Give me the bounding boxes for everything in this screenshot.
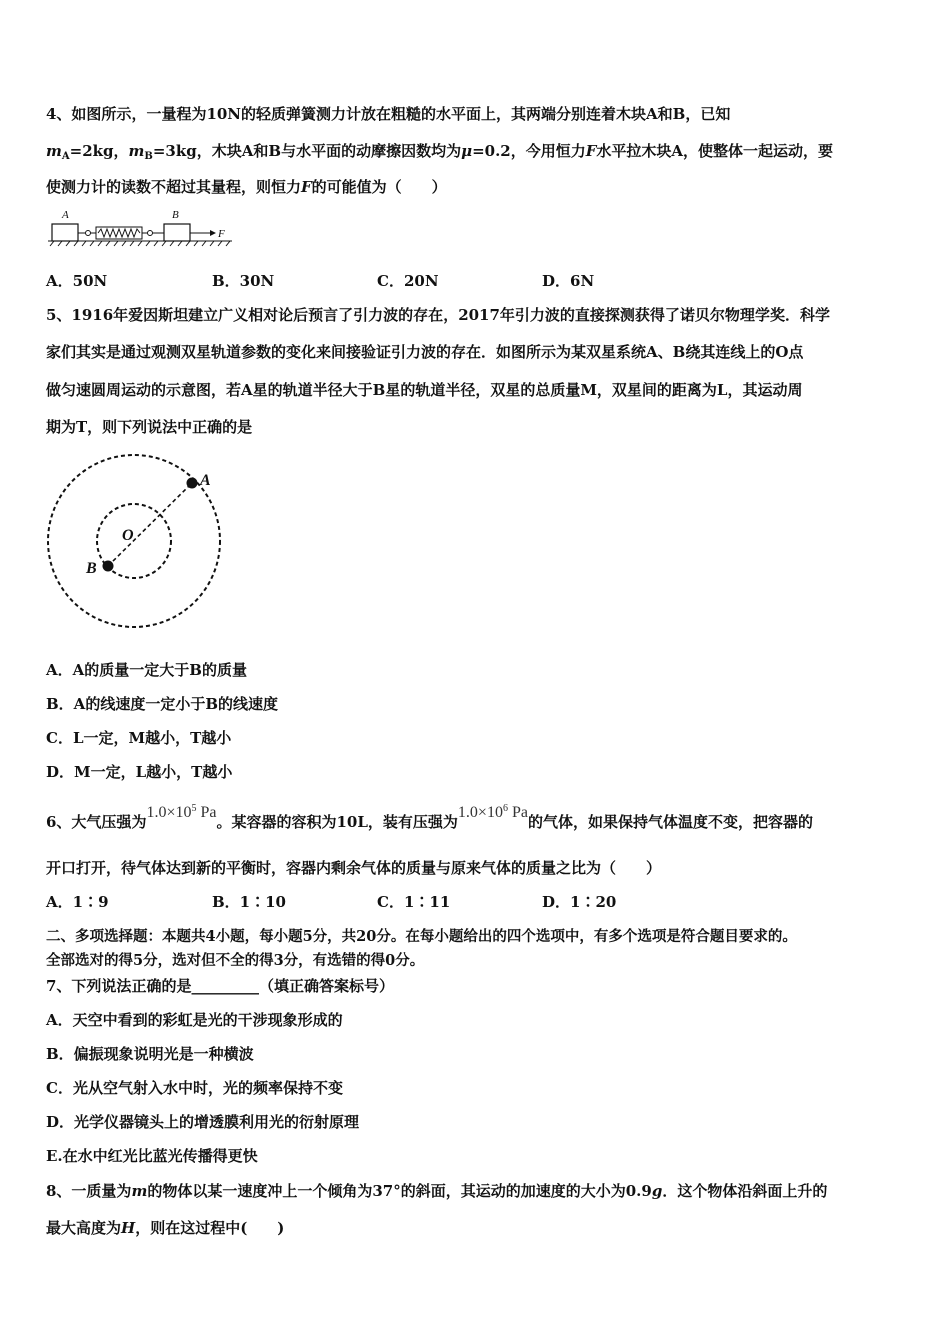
q4-option-b: B．30N bbox=[212, 272, 275, 290]
q5-star-A bbox=[187, 478, 198, 489]
q8-line-1 bbox=[46, 1181, 827, 1201]
q5-option-a: A．A的质量一定大于B的质量 bbox=[46, 661, 247, 679]
section2-header-line-1: 二、多项选择题：本题共4小题，每小题5分，共20分。在每小题给出的四个选项中，有多个选项是符合题目要求的。 bbox=[46, 928, 797, 945]
q4-force-arrow bbox=[190, 230, 216, 236]
q7-option-a: A．天空中看到的彩虹是光的干涉现象形成的 bbox=[46, 1011, 343, 1029]
q6-option-b: B．1∶10 bbox=[212, 893, 286, 911]
q4-mb-symbol: m bbox=[128, 142, 145, 160]
q4-line2-text-b: =3kg，木块A和B与水平面的动摩擦因数均为 bbox=[152, 142, 462, 160]
q4-line-3 bbox=[46, 177, 447, 197]
q5-line-4: 期为T，则下列说法中正确的是 bbox=[46, 418, 253, 436]
q4-ground bbox=[48, 241, 232, 246]
q6-option-a: A．1∶9 bbox=[46, 893, 109, 911]
q4-spring-figure bbox=[44, 203, 240, 247]
q5-line-1: 5、1916年爱因斯坦建立广义相对论后预言了引力波的存在，2017年引力波的直接探测获得了诺贝尔物理学奖．科学 bbox=[46, 306, 830, 324]
q6-pressure-1 bbox=[146, 804, 216, 821]
q6-p1-exponent: 5 bbox=[191, 803, 197, 814]
q6-option-c: C．1∶11 bbox=[377, 893, 451, 911]
q6-p2-unit: Pa bbox=[511, 804, 528, 821]
q5-line-3: 做匀速圆周运动的示意图，若A星的轨道半径大于B星的轨道半径，双星的总质量M，双星间的距离为L，其运动周 bbox=[46, 381, 803, 399]
q5-line-2: 家们其实是通过观测双星轨道参数的变化来间接验证引力波的存在．如图所示为某双星系统A、B绕其连线上的O点 bbox=[46, 343, 804, 361]
q6-line1-text-b: 。某容器的容积为10L，装有压强为 bbox=[216, 813, 458, 831]
q4-option-d: D．6N bbox=[542, 272, 595, 290]
q8-line-2 bbox=[46, 1218, 284, 1238]
q7-option-c: C．光从空气射入水中时，光的频率保持不变 bbox=[46, 1079, 343, 1097]
q4-line2-text-c: =0.2，今用恒力 bbox=[472, 142, 586, 160]
q4-mu-symbol: μ bbox=[461, 142, 473, 160]
q8-H-symbol: H bbox=[121, 1219, 136, 1237]
q5-fig-label-A: A bbox=[200, 472, 211, 489]
q4-line3-text-a: 使测力计的读数不超过其量程，则恒力 bbox=[46, 178, 302, 196]
q6-line-1 bbox=[46, 803, 813, 833]
q4-ma-symbol: m bbox=[46, 142, 62, 160]
q4-block-A bbox=[52, 224, 78, 241]
q5-star-B bbox=[103, 561, 114, 572]
q4-ma-subscript: A bbox=[61, 151, 70, 162]
q4-line3-text-b: 的可能值为（ ） bbox=[311, 178, 447, 196]
q6-p2-base: 1.0×10 bbox=[457, 804, 503, 821]
q4-F-symbol: F bbox=[585, 142, 597, 160]
q4-block-B bbox=[164, 224, 190, 241]
q5-option-d: D．M一定，L越小，T越小 bbox=[46, 763, 233, 781]
q6-pressure-2 bbox=[458, 804, 528, 821]
q4-spring-scale bbox=[78, 227, 164, 239]
q5-binary-star-figure bbox=[40, 448, 230, 634]
q8-line1-text-b: 的物体以某一速度冲上一个倾角为37°的斜面，其运动的加速度的大小为0.9 bbox=[147, 1182, 652, 1200]
q8-line1-text-a: 8、一质量为 bbox=[46, 1182, 132, 1200]
section2-header-line-2: 全部选对的得5分，选对但不全的得3分，有选错的得0分。 bbox=[46, 952, 425, 969]
q8-m-symbol: m bbox=[131, 1182, 148, 1200]
q5-fig-label-O: O bbox=[122, 527, 134, 544]
q6-option-d: D．1∶20 bbox=[542, 893, 617, 911]
q8-line2-text-b: ，则在这过程中( ) bbox=[135, 1219, 285, 1237]
q4-fig-label-A: A bbox=[62, 209, 69, 221]
q8-g-symbol: g bbox=[651, 1182, 663, 1200]
q7-stem: 7、下列说法正确的是_________（填正确答案标号） bbox=[46, 977, 394, 995]
q7-option-e: E.在水中红光比蓝光传播得更快 bbox=[46, 1147, 258, 1165]
q4-line-1: 4、如图所示，一量程为10N的轻质弹簧测力计放在粗糙的水平面上，其两端分别连着木块A和B，已知 bbox=[46, 105, 731, 123]
q4-line-2 bbox=[46, 141, 833, 167]
q5-option-c: C．L一定，M越小，T越小 bbox=[46, 729, 232, 747]
q6-p2-exponent: 6 bbox=[502, 803, 508, 814]
q4-mb-subscript: B bbox=[144, 151, 153, 162]
q6-p1-base: 1.0×10 bbox=[146, 804, 192, 821]
q5-option-b: B．A的线速度一定小于B的线速度 bbox=[46, 695, 278, 713]
q6-line1-text-a: 6、大气压强为 bbox=[46, 813, 147, 831]
q4-option-c: C．20N bbox=[377, 272, 439, 290]
q6-line-2: 开口打开，待气体达到新的平衡时，容器内剩余气体的质量与原来气体的质量之比为（ ） bbox=[46, 859, 662, 877]
q4-F-symbol-2: F bbox=[301, 178, 312, 196]
q4-option-a: A．50N bbox=[46, 272, 108, 290]
q6-p1-unit: Pa bbox=[200, 804, 217, 821]
q4-line2-text-a: =2kg， bbox=[69, 142, 129, 160]
q4-fig-label-F: F bbox=[218, 228, 225, 240]
q4-line2-text-d: 水平拉木块A，使整体一起运动，要 bbox=[596, 142, 834, 160]
q4-fig-label-B: B bbox=[172, 209, 179, 221]
q5-fig-label-B: B bbox=[86, 560, 97, 577]
q6-line1-text-c: 的气体，如果保持气体温度不变，把容器的 bbox=[527, 813, 813, 831]
q8-line2-text-a: 最大高度为 bbox=[46, 1219, 122, 1237]
q5-connecting-line bbox=[108, 483, 192, 566]
q7-option-d: D．光学仪器镜头上的增透膜利用光的衍射原理 bbox=[46, 1113, 360, 1131]
q7-option-b: B．偏振现象说明光是一种横波 bbox=[46, 1045, 254, 1063]
q8-line1-text-c: ．这个物体沿斜面上升的 bbox=[662, 1182, 828, 1200]
